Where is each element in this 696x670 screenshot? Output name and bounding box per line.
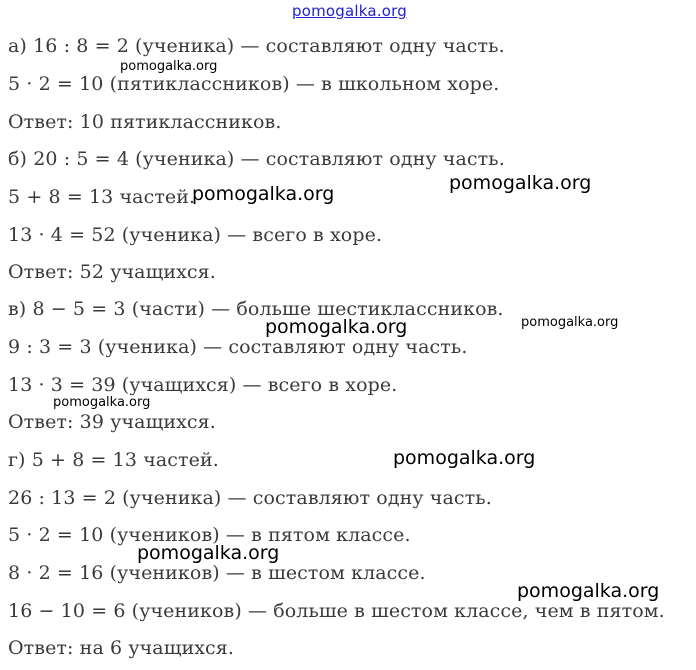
watermark: pomogalka.org [449,172,592,194]
line-a-2: 5 · 2 = 10 (пятиклассников) — в школьном хоре. [8,73,500,95]
line-g-3: 5 · 2 = 10 (учеников) — в пятом классе. [8,524,411,546]
header-watermark: pomogalka.org [292,2,407,20]
line-g-2: 26 : 13 = 2 (ученика) — составляют одну часть. [8,487,492,509]
watermark: pomogalka.org [192,183,335,205]
line-b-1: б) 20 : 5 = 4 (ученика) — составляют одну часть. [8,148,505,170]
line-g-1: г) 5 + 8 = 13 частей. [8,449,219,471]
watermark: pomogalka.org [53,395,151,410]
watermark: pomogalka.org [517,580,660,602]
line-g-answer: Ответ: на 6 учащихся. [8,637,235,659]
line-g-4: 8 · 2 = 16 (учеников) — в шестом классе. [8,562,426,584]
watermark: pomogalka.org [137,542,280,564]
line-v-answer: Ответ: 39 учащихся. [8,411,216,433]
line-v-3: 13 · 3 = 39 (учащихся) — всего в хоре. [8,374,398,396]
watermark: pomogalka.org [393,447,536,469]
line-b-answer: Ответ: 52 учащихся. [8,261,216,283]
line-b-2: 5 + 8 = 13 частей. [8,186,196,208]
line-a-answer: Ответ: 10 пятиклассников. [8,111,282,133]
watermark: pomogalka.org [120,59,218,74]
line-v-2: 9 : 3 = 3 (ученика) — составляют одну часть. [8,336,468,358]
line-v-1: в) 8 − 5 = 3 (части) — больше шестиклассников. [8,298,504,320]
watermark: pomogalka.org [521,315,619,330]
line-g-5: 16 − 10 = 6 (учеников) — больше в шестом классе, чем в пятом. [8,600,665,622]
line-a-1: а) 16 : 8 = 2 (ученика) — составляют одну часть. [8,35,505,57]
line-b-3: 13 · 4 = 52 (ученика) — всего в хоре. [8,224,383,246]
watermark: pomogalka.org [265,316,408,338]
